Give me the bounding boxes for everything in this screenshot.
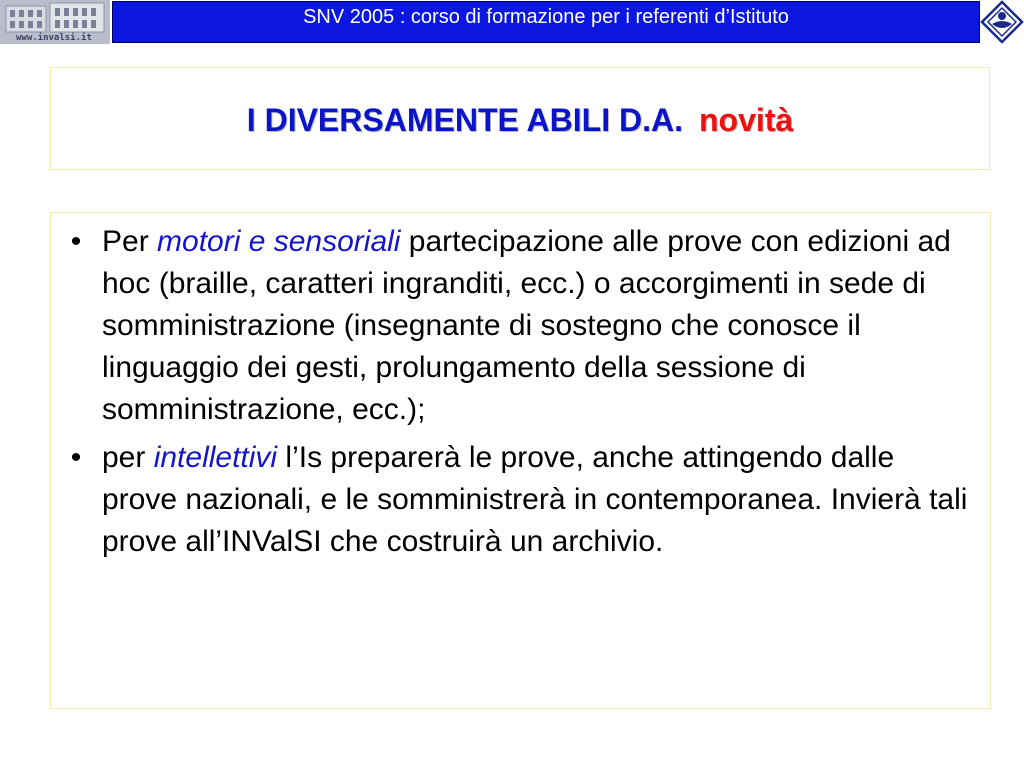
logo-url-text: www.invalsi.it [16,33,92,43]
invalsi-building-logo [0,0,110,44]
slide-content-box [50,212,991,709]
header-title-band [112,1,980,43]
bullet-dot-icon: • [70,441,82,474]
header-title-text: SNV 2005 : corso di formazione per i referenti d’Istituto [303,6,789,28]
bullet-emphasis: intellettivi [153,441,278,474]
slide-title [51,102,989,138]
bullet-emphasis: motori e sensoriali [157,225,401,258]
bullet-text: partecipazione alle prove con edizioni ad hoc (braille, caratteri ingranditi, ecc.) o accorgimenti in sede di somministrazione (insegnante di sostegno che conosce il linguaggio dei gesti, prolungamento della sessione di somministrazione, ecc.); [102,225,951,426]
bullet-text: l’Is preparerà le prove, anche attingendo dalle prove nazionali, e le somministrerà in contemporanea. Invierà tali prove all’INValSI che costruirà un archivio. [102,441,968,558]
bullet-item [61,221,976,431]
bullet-item [61,437,976,563]
bullet-dot-icon: • [70,225,82,258]
slide-title-main: I DIVERSAMENTE ABILI D.A. [246,102,683,138]
bullet-list [61,221,976,569]
bullet-prefix: Per [102,225,158,258]
bullet-prefix: per [102,441,154,474]
invalsi-emblem-icon [980,0,1024,44]
header-bar [0,0,1024,44]
slide-title-box [50,67,990,170]
slide-title-accent: novità [698,102,794,138]
